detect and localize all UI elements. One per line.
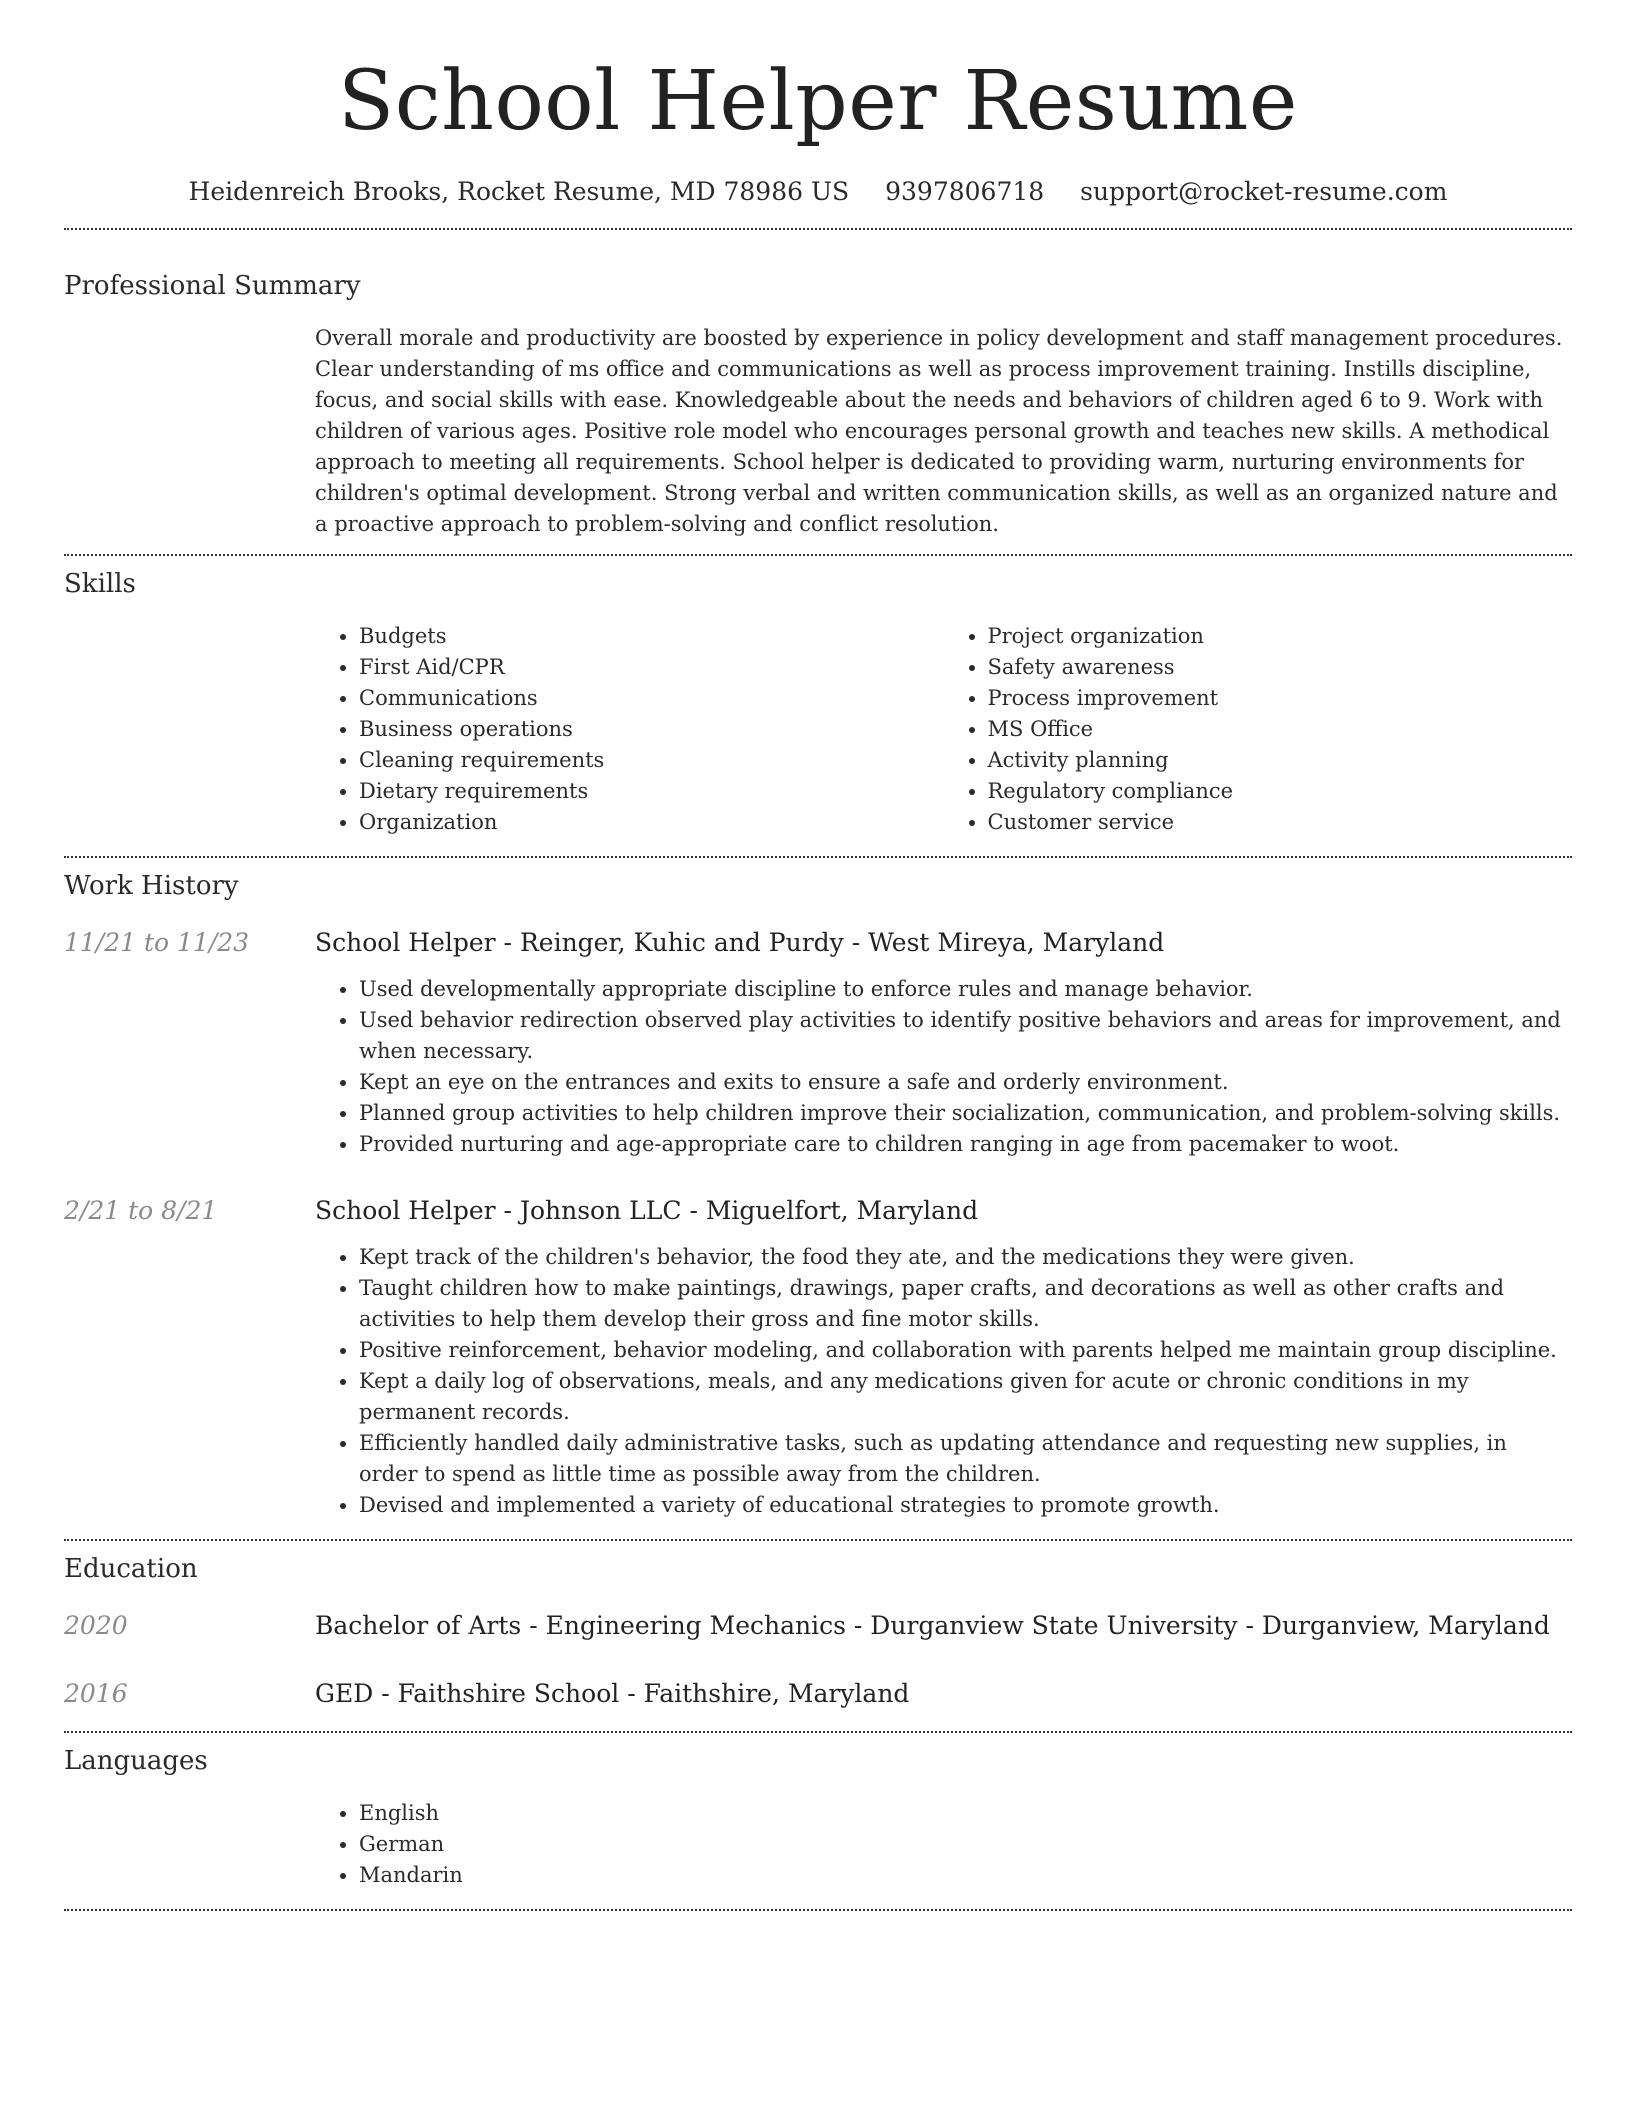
work-section: [64, 869, 1572, 1521]
education-entry: [64, 1677, 1572, 1711]
section-title-languages: Languages: [64, 1746, 208, 1776]
list-item: • First Aid/CPR: [359, 652, 944, 683]
list-item: • Kept a daily log of observations, meals, and any medications given for acute or chronic conditions in my permanent records.: [359, 1366, 1572, 1428]
job-entry: [64, 926, 1572, 960]
list-item: • Positive reinforcement, behavior modeling, and collaboration with parents helped me maintain group discipline.: [359, 1335, 1572, 1366]
list-item: • MS Office: [988, 714, 1573, 745]
list-item: • German: [359, 1829, 1572, 1860]
job-entry: [64, 1194, 1572, 1228]
divider: [64, 554, 1572, 556]
job-heading: School Helper - Reinger, Kuhic and Purdy - West Mireya, Maryland: [315, 928, 1165, 957]
divider: [64, 856, 1572, 858]
education-year: 2020: [64, 1611, 128, 1640]
list-item: • Cleaning requirements: [359, 745, 944, 776]
contact-email: support@rocket-resume.com: [1080, 177, 1448, 206]
list-item: • Regulatory compliance: [988, 776, 1573, 807]
list-item: • Efficiently handled daily administrative tasks, such as updating attendance and requesting new supplies, in order to spend as little time as possible away from the children.: [359, 1428, 1572, 1490]
languages-list: [315, 1798, 1572, 1891]
list-item: • Planned group activities to help children improve their socialization, communication, and problem-solving skills.: [359, 1098, 1572, 1129]
list-item: • Kept track of the children's behavior, the food they ate, and the medications they were given.: [359, 1242, 1572, 1273]
section-title-education: Education: [64, 1554, 198, 1584]
section-title-work: Work History: [64, 871, 239, 901]
list-item: • Kept an eye on the entrances and exits to ensure a safe and orderly environment.: [359, 1067, 1572, 1098]
contact-address: Heidenreich Brooks, Rocket Resume, MD 78986 US: [188, 177, 850, 206]
skills-list-right: [944, 621, 1573, 838]
list-item: • Mandarin: [359, 1860, 1572, 1891]
list-item: • Dietary requirements: [359, 776, 944, 807]
job-bullets: [315, 974, 1572, 1160]
skills-section: [64, 567, 1572, 838]
job-heading: School Helper - Johnson LLC - Miguelfort, Maryland: [315, 1196, 979, 1225]
education-entry: [64, 1609, 1572, 1643]
resume-page: [64, 0, 1572, 1911]
list-item: • Organization: [359, 807, 944, 838]
list-item: • Customer service: [988, 807, 1573, 838]
summary-text: Overall morale and productivity are boosted by experience in policy development and staff management procedures. Clear understanding of ms office and communications as well as process improvement training. Instills discipline, focus, and social skills with ease. Knowledgeable about the needs and behaviors of children aged 6 to 9. Work with children of various ages. Positive role model who encourages personal growth and teaches new skills. A methodical approach to meeting all requirements. School helper is dedicated to providing warm, nurturing environments for children's optimal development. Strong verbal and written communication skills, as well as an organized nature and a proactive approach to problem-solving and conflict resolution.: [315, 326, 1563, 536]
section-title-skills: Skills: [64, 569, 136, 599]
education-section: [64, 1552, 1572, 1711]
divider: [64, 1909, 1572, 1911]
list-item: • Provided nurturing and age-appropriate care to children ranging in age from pacemaker to woot.: [359, 1129, 1572, 1160]
skills-list-left: [315, 621, 944, 838]
list-item: • Communications: [359, 683, 944, 714]
job-bullets: [315, 1242, 1572, 1521]
list-item: • Activity planning: [988, 745, 1573, 776]
languages-section: [64, 1744, 1572, 1891]
section-title-summary: Professional Summary: [64, 271, 361, 301]
list-item: • Safety awareness: [988, 652, 1573, 683]
list-item: • Project organization: [988, 621, 1573, 652]
list-item: • Budgets: [359, 621, 944, 652]
divider: [64, 1539, 1572, 1541]
divider: [64, 228, 1572, 230]
contact-line: [64, 176, 1572, 208]
list-item: • Devised and implemented a variety of educational strategies to promote growth.: [359, 1490, 1572, 1521]
list-item: • Used developmentally appropriate discipline to enforce rules and manage behavior.: [359, 974, 1572, 1005]
job-dates: 11/21 to 11/23: [64, 928, 250, 957]
list-item: • Used behavior redirection observed play activities to identify positive behaviors and areas for improvement, and when necessary.: [359, 1005, 1572, 1067]
contact-phone: 9397806718: [885, 177, 1045, 206]
summary-section: [64, 269, 1572, 540]
resume-title: School Helper Resume: [338, 54, 1298, 149]
education-text: Bachelor of Arts - Engineering Mechanics - Durganview State University - Durganview, Maryland: [315, 1611, 1550, 1640]
education-text: GED - Faithshire School - Faithshire, Maryland: [315, 1679, 910, 1708]
job-dates: 2/21 to 8/21: [64, 1196, 218, 1225]
list-item: • Business operations: [359, 714, 944, 745]
list-item: • English: [359, 1798, 1572, 1829]
education-year: 2016: [64, 1679, 128, 1708]
divider: [64, 1731, 1572, 1733]
list-item: • Process improvement: [988, 683, 1573, 714]
list-item: • Taught children how to make paintings, drawings, paper crafts, and decorations as well as other crafts and activities to help them develop their gross and fine motor skills.: [359, 1273, 1572, 1335]
